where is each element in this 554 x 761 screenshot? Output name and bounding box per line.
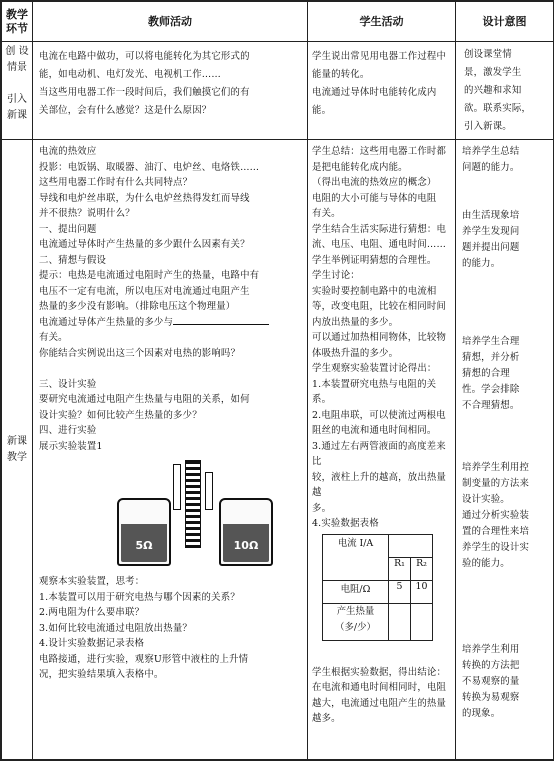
text-line: 培养学生利用控 [462, 462, 530, 473]
teacher-blank-line [39, 315, 303, 331]
text-line: 多。 [312, 502, 332, 514]
r1-value: 5 [389, 580, 411, 603]
text-line: 体吸热升温的多少。 [312, 347, 399, 359]
text-line: 四、进行实验 [39, 425, 97, 436]
intro-intent-cell [456, 42, 554, 140]
text-line: 热量的多少没有影响。（排除电压这个物理量） [39, 301, 236, 312]
text-line: 不合理猜想。 [462, 400, 520, 411]
text-line: 猜想，并分析 [462, 352, 520, 363]
text-line: 新课 [7, 435, 27, 447]
text-line: 4.设计实验数据记录表格 [39, 638, 145, 649]
text-line: 在电流和通电时间相同时，电阻 [312, 682, 447, 693]
student-text-part-b [312, 665, 453, 727]
lesson-intent-cell [456, 140, 554, 760]
text-line: 电流的热效应 [39, 146, 97, 157]
text-line: 电流通过导体时产生热量的多少跟什么因素有关？ [39, 239, 250, 250]
intro-student-cell [308, 42, 456, 140]
answer-blank [173, 315, 269, 325]
text-line: 培养学生合理 [462, 336, 520, 347]
intent-text-b [462, 334, 551, 414]
text-line: 教学 [7, 451, 27, 463]
text-line: 1.本装置可以用于研究电热与哪个因素的关系？ [39, 591, 240, 603]
text-line: 2.两电阻为什么要串联？ [39, 607, 145, 618]
heat-r1 [389, 603, 411, 640]
text-line: 问题的能力。 [462, 162, 520, 173]
text-line: 导线和电炉丝串联，为什么电炉丝热得发红而导线 [39, 192, 250, 204]
text-line: 电流通过导体时电能转化成内 [312, 87, 437, 98]
text-line: 养学生的设计实 [462, 542, 530, 553]
right-resistor-label: 10Ω [233, 539, 259, 552]
text-line: 投影：电饭锅、取暖器、油汀、电炉丝、电烙铁…… [39, 161, 260, 173]
lesson-stage-cell [2, 140, 33, 760]
text-line: 由生活现象培 [462, 210, 520, 221]
text-line: 设计实验？如何比较产生热量的多少？ [39, 409, 202, 421]
intro-row [2, 42, 554, 140]
text-line: 学生说出常见用电器工作过程中 [312, 51, 447, 62]
text-line: 阻丝的电流和通电时间相同。 [312, 425, 437, 436]
text-line: 学生根据实验数据，得出结论： [312, 666, 447, 678]
text-line: 景，激发学生 [464, 67, 522, 78]
text-line: 性。学会排除 [462, 384, 520, 395]
teacher-text-part-b [39, 330, 303, 454]
header-stage: 教学环节 [2, 2, 33, 42]
text-line: 较，液柱上升的越高，放出热量越 [312, 471, 447, 498]
text-line: 情景 [7, 62, 27, 73]
text-line: 制变量的方法来 [462, 478, 530, 489]
resistance-header: 电阻/Ω [323, 580, 389, 603]
text-line: 电阻的大小可能与导体的电阻 [312, 192, 437, 204]
text-line: 这些用电器工作时有什么共同特点？ [39, 177, 193, 188]
heat-header: 产生热量 （多/少） [323, 603, 389, 640]
text-line: 的现象。 [462, 708, 501, 719]
new-lesson-row [2, 140, 554, 760]
text-line: 展示实验装置1 [39, 440, 103, 452]
data-record-table [322, 534, 433, 641]
text-line: 流、电压、电阻、通电时间…… [312, 239, 447, 250]
text-line: 引入新课。 [464, 121, 512, 132]
lesson-student-cell [308, 140, 456, 760]
r1-header: R₁ [389, 557, 411, 580]
text-line: 电流在电路中做功，可以将电能转化为其它形式的 [39, 51, 250, 62]
text-line [462, 192, 551, 208]
lesson-stage [2, 434, 32, 466]
text-line: 是把电能转化成内能。 [312, 161, 408, 173]
r2-header: R₂ [411, 557, 433, 580]
text-line: 况，把实验结果填入表格中。 [39, 669, 164, 680]
text-line: 观察本实验装置，思考： [39, 576, 145, 587]
text-line: 置的合理性来培 [462, 526, 530, 537]
text-line: 4.实验数据表格 [312, 518, 379, 529]
right-u-tube [205, 472, 213, 510]
text-line: 题并提出问题 [462, 242, 520, 253]
text-line: 你能结合实例说出这三个因素对电热的影响吗？ [39, 347, 241, 359]
text-line: 学生讨论： [312, 270, 360, 281]
intro-teacher-cell [33, 42, 308, 140]
right-jar [219, 498, 273, 566]
header-intent: 设计意图 [456, 2, 554, 42]
text-line: 2.电阻串联，可以使流过两根电 [312, 409, 446, 421]
text-line: 3.如何比较电流通过电阻放出热量？ [39, 622, 192, 634]
text-line: （得出电流的热效应的概念） [312, 177, 437, 188]
intro-teacher-text [39, 48, 303, 120]
text-line: 新课 [7, 110, 27, 121]
teacher-text-part-a [39, 144, 303, 315]
left-jar [117, 498, 171, 566]
text-line: 3.通过左右两管液面的高度差来比 [312, 440, 446, 467]
heat-r2 [411, 603, 433, 640]
intent-text-c [462, 460, 551, 572]
intro-student-text [312, 48, 453, 120]
left-resistor-label: 5Ω [135, 539, 153, 552]
text-line: 能，如电动机、电灯发光、电视机工作…… [39, 69, 221, 80]
text-line: 内放出热量的多少。 [312, 316, 399, 328]
text-line: 养学生发现问 [462, 226, 520, 237]
text-line: 有关。 [312, 208, 341, 219]
left-u-tube [173, 464, 181, 510]
text-line: 能。 [312, 105, 332, 116]
text-line: 验的能力。 [462, 558, 510, 569]
text-line: 系。 [312, 394, 332, 405]
text-line: 学生观察实验装置讨论得出： [312, 363, 437, 374]
text-line: 欲。联系实际， [464, 103, 532, 114]
text-line: 能量的转化。 [312, 69, 370, 80]
text-line: 电路接通，进行实验，观察U形管中液柱的上升情 [39, 653, 249, 665]
intro-stage-cell [2, 42, 33, 140]
text-line [2, 76, 32, 92]
text-line: 并不很热？说明什么？ [39, 208, 135, 219]
experiment-apparatus-figure [89, 460, 299, 570]
text-line [462, 176, 551, 192]
text-line: 当这些用电器工作一段时间后，我们触摸它们的有 [39, 87, 250, 98]
text-line: 的能力。 [462, 258, 501, 269]
text-line [39, 361, 303, 377]
text-line: 引入 [7, 94, 27, 105]
current-header: 电流 I/A [323, 534, 389, 580]
text-line: 学生结合生活实际进行猜想：电 [312, 223, 447, 235]
text-line: 二、猜想与假设 [39, 254, 107, 266]
text-line: 转换为易观察 [462, 692, 520, 703]
text-line: 创 设 [5, 46, 29, 57]
text-line: 培养学生总结 [462, 146, 520, 157]
student-text-part-a [312, 144, 453, 532]
text-line: 不易观察的量 [462, 676, 520, 687]
r2-value: 10 [411, 580, 433, 603]
text-line: 有关。 [39, 332, 68, 343]
text-line: 越多。 [312, 713, 341, 724]
text-line: 一、提出问题 [39, 223, 97, 235]
teacher-text-part-c [39, 574, 303, 683]
ruler-scale [185, 460, 201, 548]
text-line: 可以通过加热相同物体，比较物 [312, 332, 447, 343]
lesson-plan-table [1, 1, 554, 760]
text-line: 1.本装置研究电热与电阻的关 [312, 378, 437, 390]
text-line: 三、设计实验 [39, 378, 97, 390]
text-line: 关部位，会有什么感觉？这是什么原因？ [39, 105, 212, 116]
header-student: 学生活动 [308, 2, 456, 42]
text-line: 要研究电流通过电阻产生热量与电阻的关系，如何 [39, 394, 250, 405]
lesson-teacher-cell [33, 140, 308, 760]
header-row [2, 2, 554, 42]
text-line: 猜想的合理 [462, 368, 510, 379]
text-line: 的兴趣和求知 [464, 85, 522, 96]
blank-prefix: 电流通过导体产生热量的多少与 [39, 316, 174, 328]
intro-stage [2, 42, 32, 124]
header-teacher: 教师活动 [33, 2, 308, 42]
intent-text-d [462, 642, 551, 722]
text-line: 学生总结：这些用电器工作时都 [312, 146, 447, 157]
intro-intent-text [464, 46, 551, 136]
current-values [389, 534, 433, 557]
text-line: 通过分析实验装 [462, 510, 530, 521]
text-line: 设计实验。 [462, 494, 510, 505]
text-line: 等，改变电阻，比较在相同时间 [312, 301, 447, 312]
text-line: 越大，电流通过电阻产生的热量 [312, 697, 447, 709]
text-line: 提示：电热是电流通过电阻时产生的热量，电路中有 [39, 270, 260, 281]
text-line: 实验时要控制电路中的电流相 [312, 285, 437, 297]
text-line: 创设课堂情 [464, 49, 512, 60]
text-line: 培养学生利用 [462, 644, 520, 655]
intent-text-a [462, 144, 551, 272]
text-line: 学生举例证明猜想的合理性。 [312, 254, 437, 266]
text-line: 转换的方法把 [462, 660, 520, 671]
text-line: 电压不一定有电流，所以电压对电流通过电阻产生 [39, 285, 250, 297]
